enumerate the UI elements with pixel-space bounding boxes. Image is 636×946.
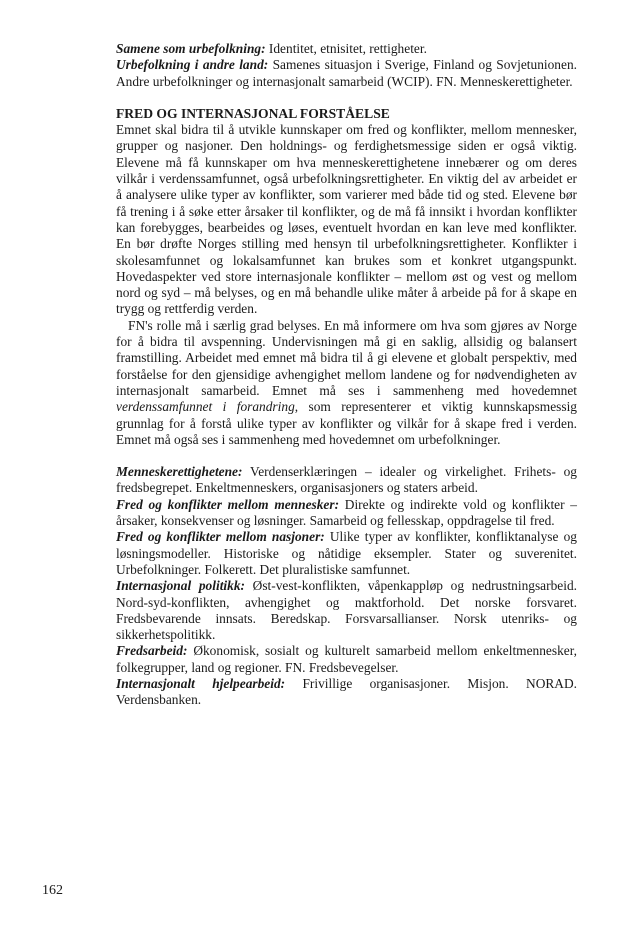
topic-text: Øst-vest-konflikten, våpenkappløp og nedrustningsarbeid. Nord-syd-konflikten, avhengighet og maktforhold. Det norske forsvaret. Fredsbevarende innsats. Beredskap. Forsvarsallianser. Norsk utenriks- og sikkerhetspolitikk.	[116, 578, 577, 643]
topic-entry	[116, 529, 577, 578]
topic-lead: Fred og konflikter mellom nasjoner:	[116, 529, 325, 545]
topic-lead: Internasjonal politikk:	[116, 578, 245, 594]
section-paragraph	[116, 318, 577, 448]
topic-lead: Urbefolkning i andre land:	[116, 57, 269, 73]
topic-text: Direkte og indirekte vold og konflikter – årsaker, konsekvenser og løsninger. Samarbeid og fellesskap, oppdragelse til fred.	[116, 496, 577, 529]
topic-lead: Menneskerettighetene:	[116, 464, 243, 480]
topic-lead: Fred og konflikter mellom mennesker:	[116, 496, 340, 512]
text-column	[116, 41, 577, 709]
topic-text: Ulike typer av konflikter, konfliktanalyse og løsningsmodeller. Historiske og nåtidige eksempler. Stater og suverenitet. Urbefolkninger. Folkerett. Det pluralistiske samfunnet.	[116, 529, 577, 577]
topic-entry	[116, 41, 577, 57]
topic-entry	[116, 676, 577, 709]
paragraph-text: FN's rolle må i særlig grad belyses. En må informere om hva som gjøres av Norge for å bidra til avspenning. Undervisningen må gi en saklig, allsidig og balansert framstilling. Arbeidet med emnet må bidra til å gi elevene et globalt perspektiv, med forståelse for den gjensidige avhengighet mellom landene og for nødvendigheten av internasjonalt samarbeid. Emnet må ses i sammenheng med hovedemnet	[116, 317, 577, 398]
topic-entry	[116, 57, 577, 90]
topic-text: Frivillige organisasjoner. Misjon. NORAD. Verdensbanken.	[116, 675, 577, 708]
topic-entry	[116, 578, 577, 643]
spacer	[116, 448, 577, 464]
paragraph-text: , som representerer et viktig kunnskapsmessig grunnlag for å forstå ulike typer av konflikter og vilkår for å skape fred i verden. Emnet må også ses i sammenheng med hovedemnet om urbefolkninger.	[116, 399, 577, 447]
spacer	[116, 90, 577, 106]
section-paragraph: Emnet skal bidra til å utvikle kunnskaper om fred og konflikter, mellom mennesker, grupper og nasjoner. Den holdnings- og ferdighetsmessige siden er også viktig. Elevene må få kunnskaper om hva menneskerettighetene innebærer og om deres vilkår i verdenssamfunnet, også urbefolkningsrettigheter. En viktig del av arbeidet er å analysere ulike typer av konflikter, som varierer med både tid og sted. Elevene bør få trening i å søke etter årsaker til konflikter, og de må få innsikt i hvordan konflikter kan forebygges, bearbeides og løses, eventuelt hvordan en kan leve med konflikter. En bør drøfte Norges stilling med hensyn til urbefolkningsrettigheter. Konflikter i skolesamfunnet og lokalsamfunnet kan brukes som et konkret utgangspunkt. Hovedaspekter ved store internasjonale konflikter – mellom øst og vest og mellom nord og syd – må belyses, og en må behandle ulike måter å arbeide på for å skape en trygg og rettferdig verden.	[116, 122, 577, 317]
paragraph-emphasis: verdenssamfunnet i forandring	[116, 399, 295, 415]
topic-lead: Internasjonalt hjelpearbeid:	[116, 675, 286, 691]
topic-entry	[116, 643, 577, 676]
topic-entry	[116, 464, 577, 497]
section-heading: FRED OG INTERNASJONAL FORSTÅELSE	[116, 105, 390, 121]
topic-text: Samenes situasjon i Sverige, Finland og Sovjetunionen. Andre urbefolkninger og internasjonalt samarbeid (WCIP). FN. Menneskerettigheter.	[116, 57, 577, 89]
topic-text: Identitet, etnisitet, rettigheter.	[265, 41, 427, 56]
page-number: 162	[42, 883, 63, 898]
topic-lead: Fredsarbeid:	[116, 643, 188, 659]
topic-text: Verdenserklæringen – idealer og virkelighet. Frihets- og fredsbegrepet. Enkeltmenneskers, organisasjoners og staters arbeid.	[116, 464, 577, 496]
topic-lead: Samene som urbefolkning:	[116, 41, 266, 56]
topic-entry	[116, 497, 577, 530]
topic-text: Økonomisk, sosialt og kulturelt samarbeid mellom enkeltmennesker, folkegrupper, land og regioner. FN. Fredsbevegelser.	[116, 643, 577, 675]
